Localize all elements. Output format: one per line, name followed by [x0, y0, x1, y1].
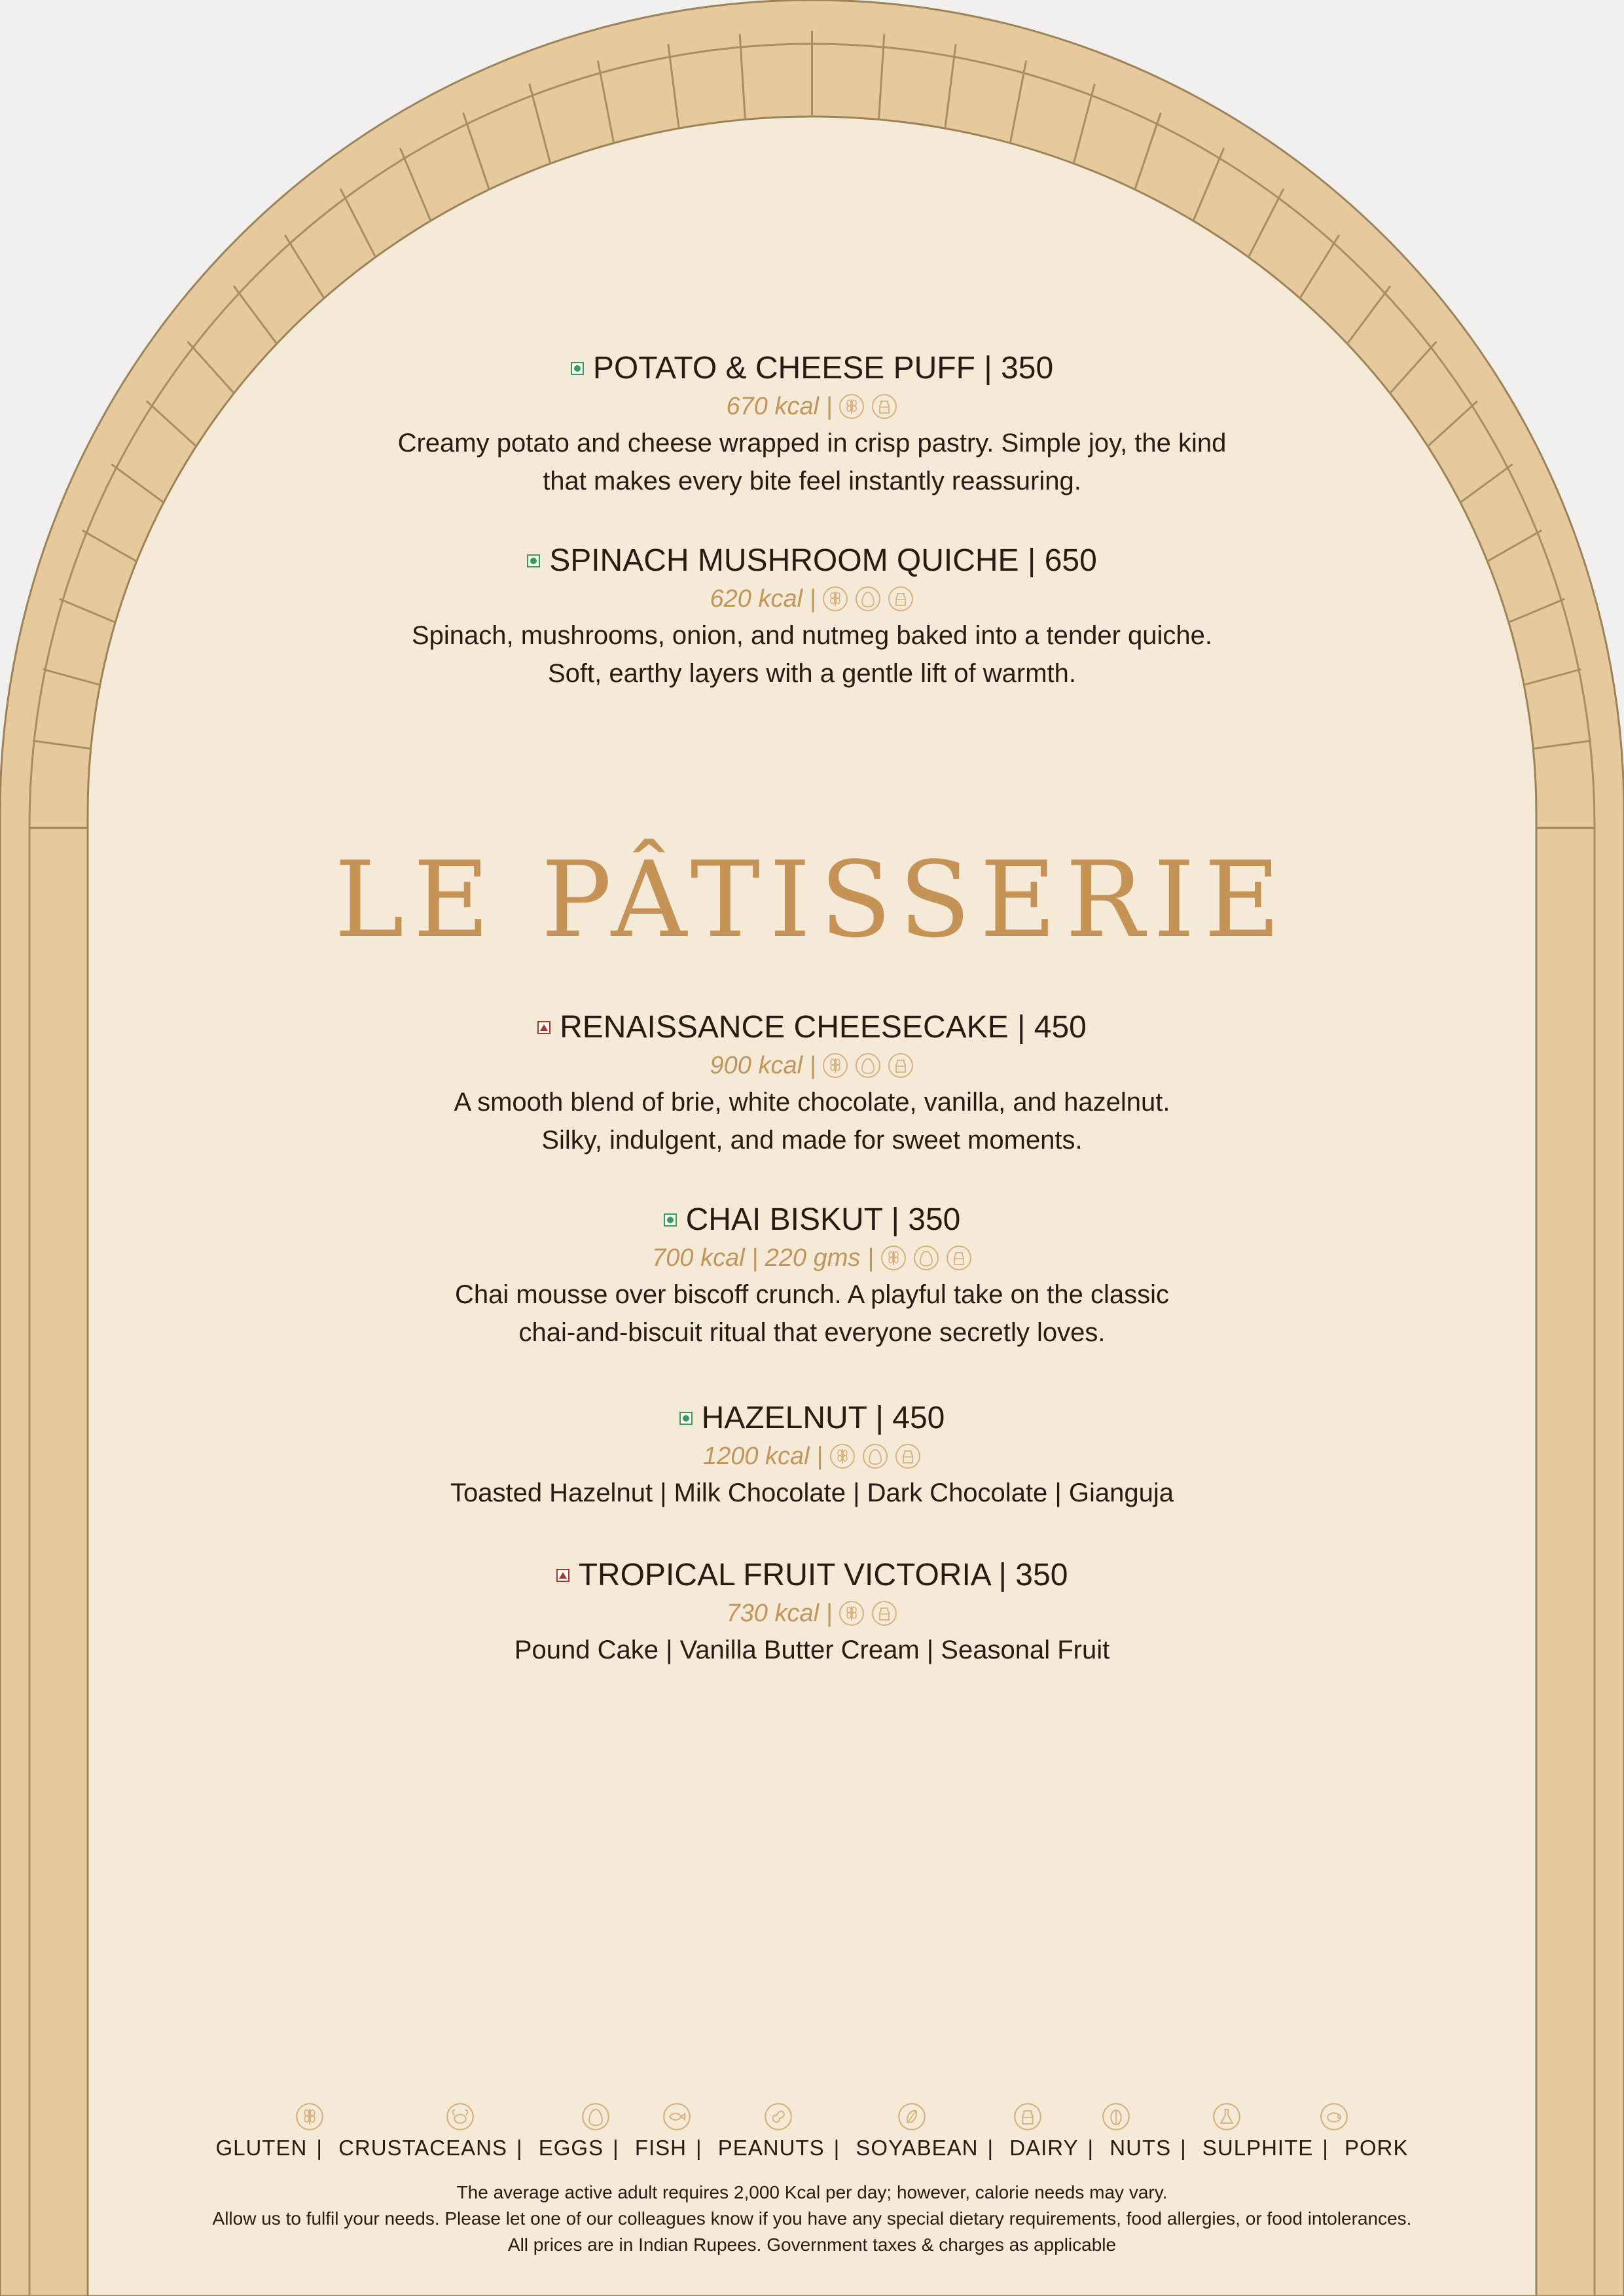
item-description: Creamy potato and cheese wrapped in crisp pastry. Simple joy, the kind — [397, 429, 1227, 457]
item-description: that makes every bite feel instantly reassuring. — [543, 467, 1081, 495]
egg-icon — [855, 1052, 881, 1079]
allergen-icon-row — [0, 2102, 1624, 2135]
allergen-label: SULPHITE — [1202, 2136, 1314, 2160]
nonveg-mark-icon — [537, 1021, 550, 1034]
item-title: POTATO & CHEESE PUFF | 350 — [592, 351, 1054, 386]
menu-item — [0, 1200, 1624, 1352]
footer-notes — [0, 2179, 1624, 2258]
wheat-icon — [839, 393, 865, 420]
item-description: Chai mousse over biscoff crunch. A playful take on the classic — [455, 1280, 1169, 1309]
dairy-icon — [888, 1052, 914, 1079]
dairy-icon — [946, 1245, 972, 1271]
egg-icon — [862, 1443, 888, 1469]
item-description: Pound Cake | Vanilla Butter Cream | Seasonal Fruit — [514, 1636, 1110, 1664]
menu-item — [0, 348, 1624, 500]
allergen-label: SOYABEAN — [856, 2136, 979, 2160]
item-description: chai-and-biscuit ritual that everyone secretly loves. — [518, 1318, 1106, 1347]
wheat-icon — [880, 1245, 907, 1271]
allergen-label: PEANUTS — [717, 2136, 825, 2160]
footer-line: All prices are in Indian Rupees. Government taxes & charges as applicable — [507, 2234, 1117, 2255]
item-calories: 900 kcal | — [710, 1052, 816, 1079]
soybean-icon — [897, 2102, 926, 2131]
allergen-label: DAIRY — [1009, 2136, 1079, 2160]
allergen-label: GLUTEN — [215, 2136, 308, 2160]
crab-icon — [446, 2102, 475, 2131]
footer-line: The average active adult requires 2,000 Kcal per day; however, calorie needs may vary. — [456, 2182, 1168, 2202]
menu-item — [0, 1398, 1624, 1512]
allergen-label: EGGS — [538, 2136, 604, 2160]
flask-icon — [1212, 2102, 1241, 2131]
dairy-icon — [1013, 2102, 1042, 2131]
menu-item — [0, 1007, 1624, 1159]
item-calories: 700 kcal | 220 gms | — [652, 1244, 874, 1272]
peanut-icon — [764, 2102, 793, 2131]
item-description: A smooth blend of brie, white chocolate, vanilla, and hazelnut. — [454, 1088, 1170, 1117]
nut-icon — [1102, 2102, 1130, 2131]
item-title: HAZELNUT | 450 — [701, 1401, 945, 1435]
menu-item — [0, 541, 1624, 692]
wheat-icon — [822, 586, 848, 612]
dairy-icon — [871, 1600, 897, 1626]
egg-icon — [913, 1245, 939, 1271]
item-title: SPINACH MUSHROOM QUICHE | 650 — [549, 543, 1097, 578]
wheat-icon — [295, 2102, 324, 2131]
allergen-label: PORK — [1344, 2136, 1409, 2160]
veg-mark-icon — [679, 1412, 693, 1425]
allergen-label: NUTS — [1110, 2136, 1172, 2160]
section-title: LE PÂTISSERIE — [334, 838, 1290, 961]
item-title: RENAISSANCE CHEESECAKE | 450 — [560, 1010, 1087, 1045]
item-title: TROPICAL FRUIT VICTORIA | 350 — [578, 1558, 1068, 1592]
allergen-label: FISH — [634, 2136, 687, 2160]
dairy-icon — [895, 1443, 921, 1469]
wheat-icon — [839, 1600, 865, 1626]
nonveg-mark-icon — [556, 1569, 569, 1582]
egg-icon — [855, 586, 881, 612]
item-calories: 670 kcal | — [726, 393, 833, 420]
menu-item — [0, 1555, 1624, 1669]
item-description: Silky, indulgent, and made for sweet moments. — [541, 1126, 1083, 1155]
item-description: Spinach, mushrooms, onion, and nutmeg baked into a tender quiche. — [411, 621, 1212, 650]
pig-icon — [1320, 2102, 1348, 2131]
footer-line: Allow us to fulfil your needs. Please let one of our colleagues know if you have any special dietary requirements, food allergies, or food intolerances. — [212, 2208, 1412, 2229]
allergen-legend: GLUTEN | CRUSTACEANS | EGGS | FISH | PEANUTS | SOYABEAN | DAIRY | NUTS | SULPHITE | PORK — [215, 2136, 1409, 2160]
item-title: CHAI BISKUT | 350 — [685, 1202, 961, 1237]
wheat-icon — [829, 1443, 856, 1469]
wheat-icon — [822, 1052, 848, 1079]
dairy-icon — [871, 393, 897, 420]
dairy-icon — [888, 586, 914, 612]
veg-mark-icon — [571, 362, 584, 375]
egg-icon — [581, 2102, 610, 2131]
veg-mark-icon — [527, 554, 540, 567]
item-calories: 620 kcal | — [710, 585, 816, 613]
item-description: Toasted Hazelnut | Milk Chocolate | Dark Chocolate | Gianguja — [450, 1479, 1174, 1507]
fish-icon — [662, 2102, 691, 2131]
veg-mark-icon — [664, 1213, 677, 1227]
item-calories: 730 kcal | — [726, 1600, 833, 1627]
item-calories: 1200 kcal | — [702, 1443, 823, 1470]
allergen-label: CRUSTACEANS — [338, 2136, 507, 2160]
item-description: Soft, earthy layers with a gentle lift of warmth. — [547, 659, 1076, 688]
